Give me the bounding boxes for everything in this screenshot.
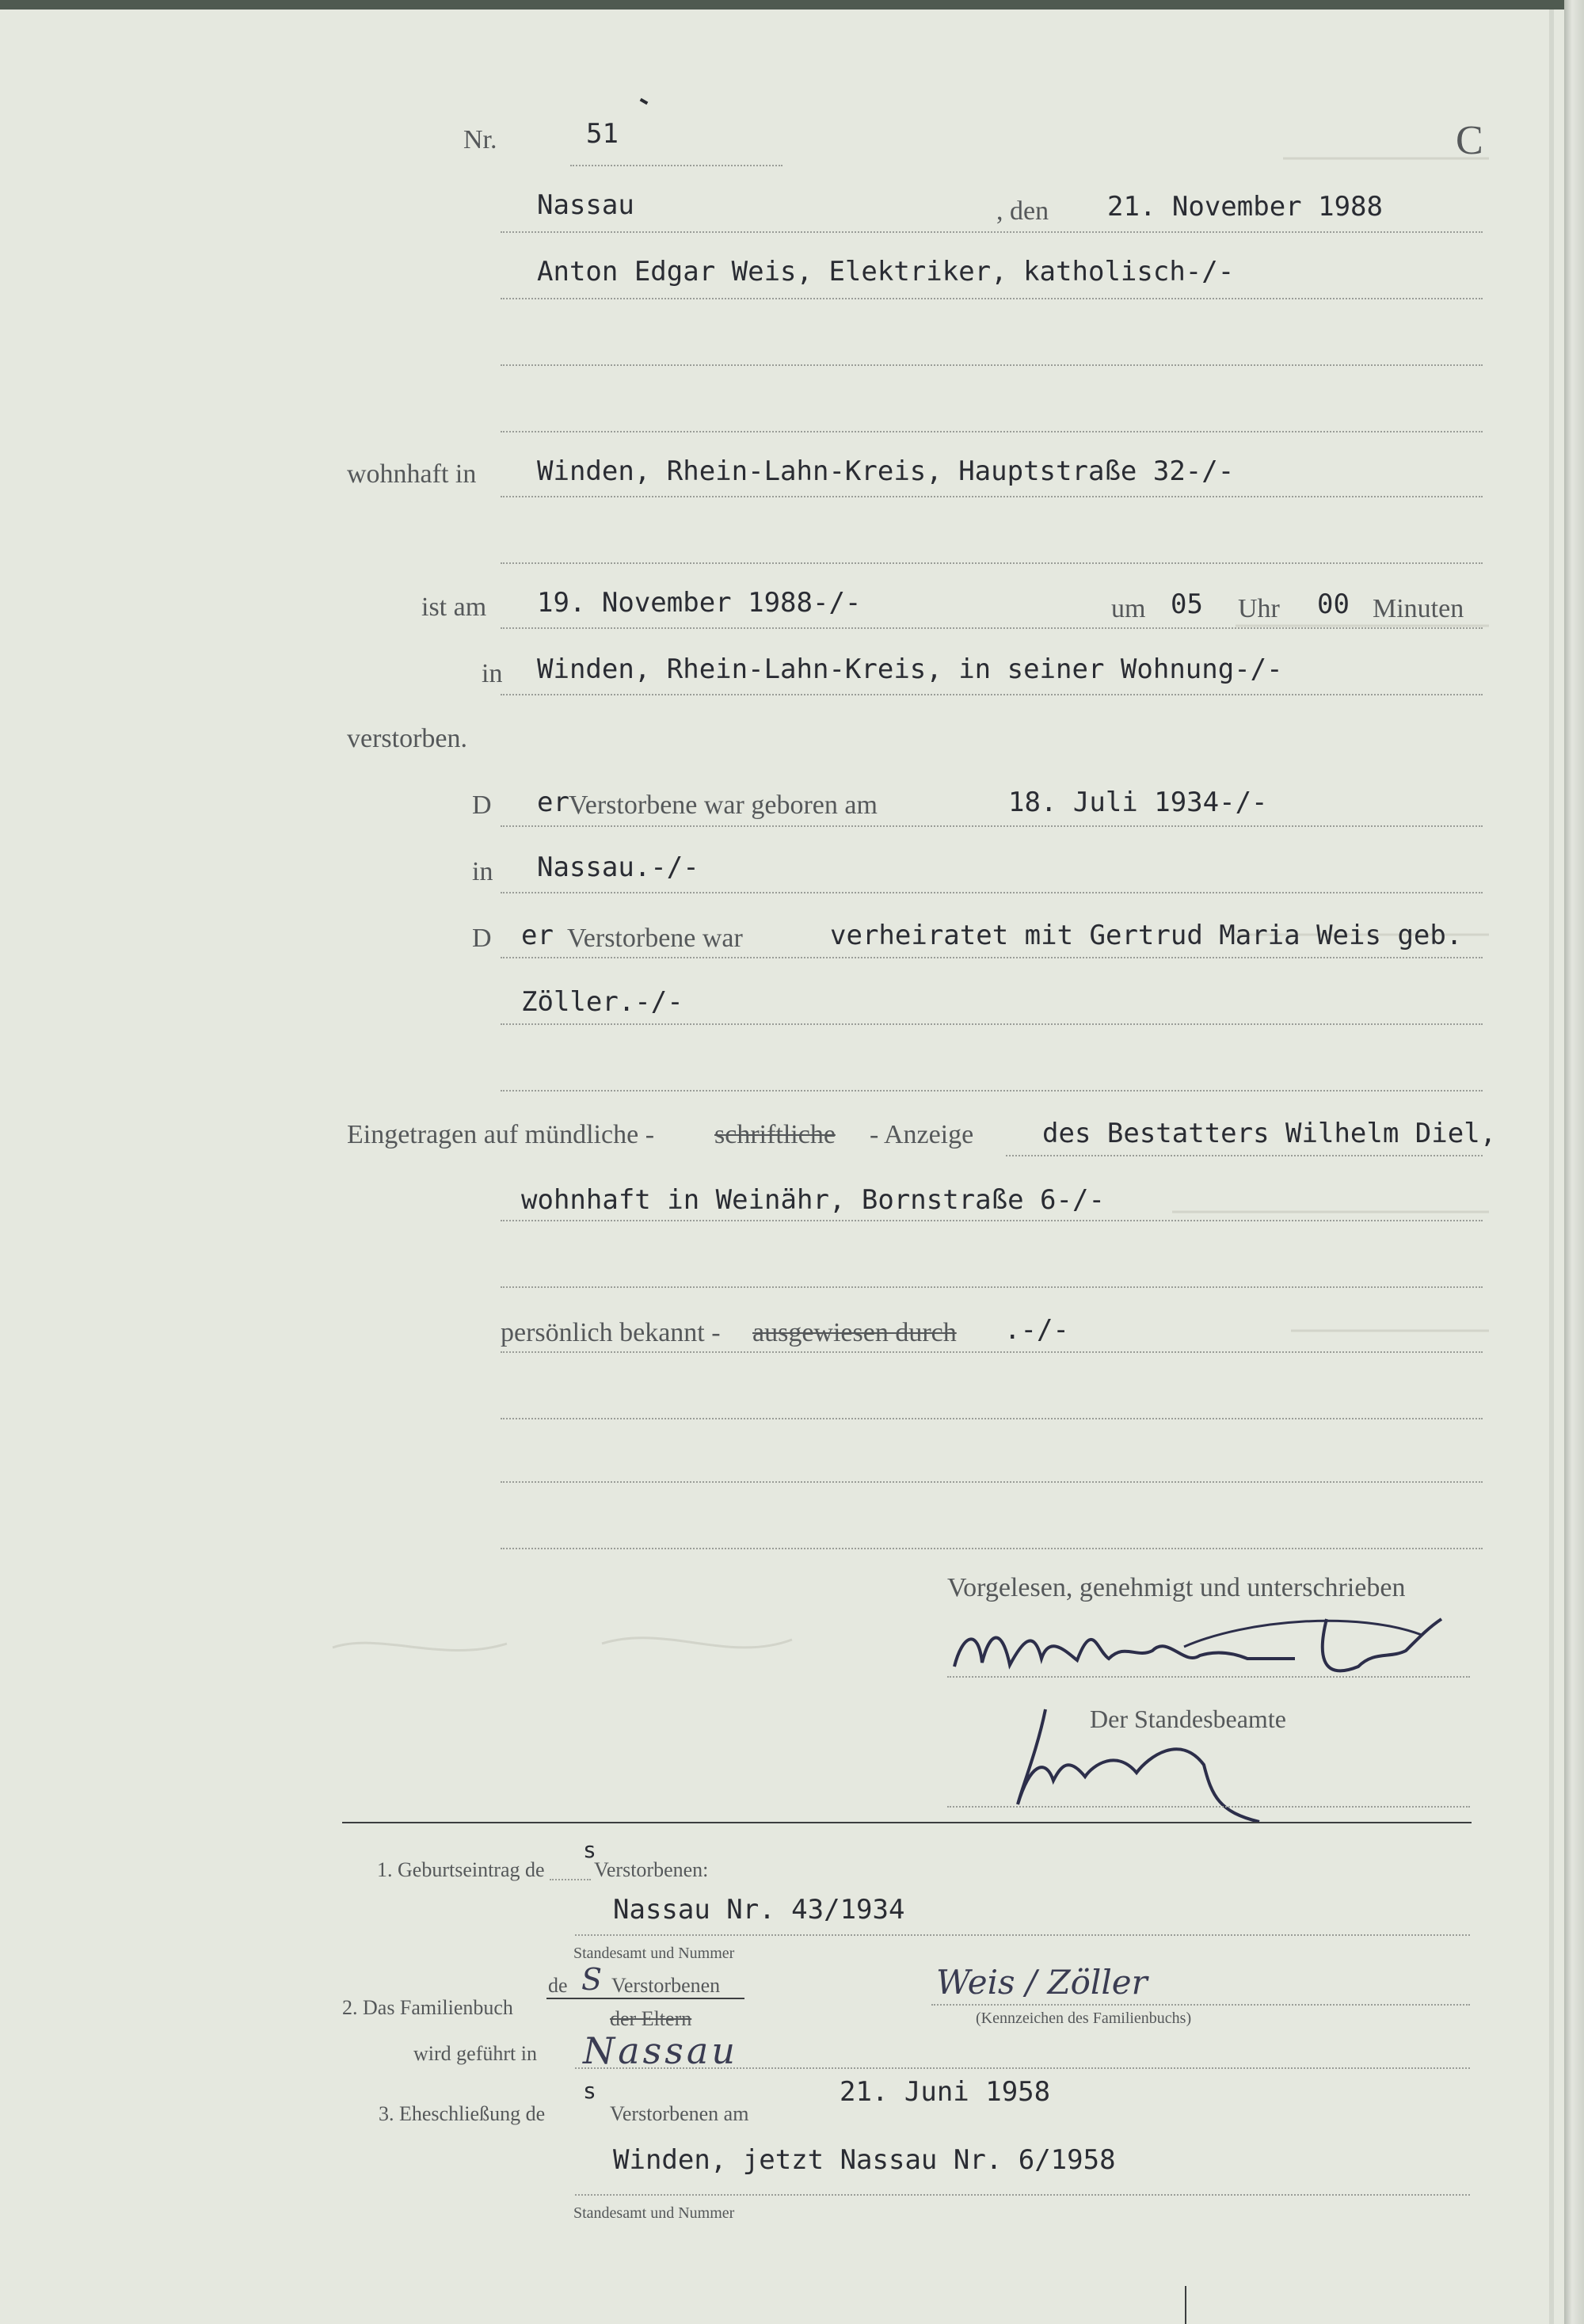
register-page <box>0 10 1564 2324</box>
nr-label: Nr. <box>463 125 497 154</box>
identity-typed: .-/- <box>1004 1314 1069 1346</box>
f2-kennzeichen-line <box>931 2004 1470 2006</box>
identity-line-2 <box>501 1418 1483 1419</box>
register-letter: C <box>1456 118 1483 163</box>
f2-kennzeichen-label: (Kennzeichen des Familienbuchs) <box>976 2010 1192 2027</box>
f3-date: 21. Juni 1958 <box>840 2076 1051 2108</box>
identity-line-1 <box>501 1351 1483 1353</box>
read-approved-label: Vorgelesen, genehmigt und unterschrieben <box>947 1573 1406 1602</box>
f3-standesamt-label: Standesamt und Nummer <box>573 2204 735 2222</box>
um-label: um <box>1111 594 1146 623</box>
binding-mark <box>1185 2286 1186 2324</box>
marital-line-1 <box>501 957 1483 958</box>
nr-value: 51 <box>586 118 619 150</box>
f2-gefuehrt-line <box>575 2067 1470 2069</box>
marital-line-2 <box>501 1023 1483 1025</box>
f2-eltern-struck: der Eltern <box>610 2007 692 2030</box>
report-line-2 <box>501 1220 1483 1221</box>
identity-text: persönlich bekannt - <box>501 1318 721 1347</box>
residence-value: Winden, Rhein-Lahn-Kreis, Hauptstraße 32-/- <box>537 455 1235 487</box>
document-date: 21. November 1988 <box>1107 191 1383 223</box>
death-place: Winden, Rhein-Lahn-Kreis, in seiner Wohnung-/- <box>537 653 1283 685</box>
marital-value-1: verheiratet mit Gertrud Maria Weis geb. <box>830 920 1463 951</box>
f3-place: Winden, jetzt Nassau Nr. 6/1958 <box>613 2144 1116 2176</box>
declarant-line-2 <box>501 364 1483 366</box>
signature-line-2 <box>947 1806 1470 1808</box>
death-hour: 05 <box>1171 589 1203 620</box>
declarant-line-1 <box>501 298 1483 299</box>
birth-date: 18. Juli 1934-/- <box>1008 787 1268 818</box>
marital-line-3 <box>501 1090 1483 1092</box>
birth-d-label: D <box>472 791 492 820</box>
f1-s: s <box>583 1837 596 1863</box>
place: Nassau <box>537 189 634 221</box>
f2-gefuehrt-label: wird geführt in <box>413 2042 537 2065</box>
page-fold <box>1549 10 1554 2324</box>
signature-wilhelm-diel <box>946 1603 1453 1698</box>
f1-standesamt-label: Standesamt und Nummer <box>573 1945 735 1962</box>
uhr-label: Uhr <box>1238 594 1280 623</box>
footnote-divider <box>342 1822 1472 1823</box>
signature-line-1 <box>947 1676 1470 1678</box>
official-label: Der Standesbeamte <box>1090 1705 1286 1733</box>
death-place-line <box>501 694 1483 695</box>
f3-label: 3. Eheschließung de <box>379 2102 546 2125</box>
marital-text: Verstorbene war <box>567 924 743 953</box>
marital-value-2: Zöller.-/- <box>521 986 683 1018</box>
declarant-text: Anton Edgar Weis, Elektriker, katholisch-/- <box>537 256 1235 288</box>
death-minute: 00 <box>1317 589 1350 620</box>
f1-label: 1. Geburtseintrag de <box>377 1858 545 1881</box>
report-line-3 <box>501 1286 1483 1288</box>
birth-place-line <box>501 892 1483 893</box>
place-line <box>501 231 1483 233</box>
residence-line-2 <box>501 562 1483 564</box>
ist-am-label: ist am <box>421 592 487 622</box>
identity-struck: ausgewiesen durch <box>752 1318 957 1347</box>
page-edge <box>1564 0 1584 2324</box>
birth-place: Nassau.-/- <box>537 851 699 883</box>
marital-er: er <box>521 920 554 951</box>
report-label-start: Eingetragen auf mündliche - <box>347 1120 655 1149</box>
f3-tail: Verstorbenen am <box>610 2102 749 2125</box>
identity-line-4 <box>501 1548 1483 1549</box>
identity-line-3 <box>501 1481 1483 1483</box>
report-value-1: des Bestatters Wilhelm Diel, <box>1042 1118 1497 1149</box>
residence-label: wohnhaft in <box>347 459 477 489</box>
report-label-end: - Anzeige <box>870 1120 974 1149</box>
f1-s-line <box>550 1879 591 1880</box>
minuten-label: Minuten <box>1373 594 1464 623</box>
report-line-1 <box>1006 1155 1483 1156</box>
f2-label: 2. Das Familienbuch <box>342 1996 513 2019</box>
report-label-struck: schriftliche <box>714 1120 836 1149</box>
f2-gefuehrt-hand: Nassau <box>583 2029 738 2072</box>
nr-line <box>570 165 782 166</box>
f3-line <box>575 2194 1470 2196</box>
birth-in-label: in <box>472 857 493 886</box>
den-label: , den <box>996 196 1049 226</box>
marital-d-label: D <box>472 924 492 953</box>
f1-tail: Verstorbenen: <box>594 1858 709 1881</box>
birth-er: er <box>537 787 569 818</box>
f2-de: de <box>548 1974 568 1997</box>
birth-text: Verstorbene war geboren am <box>569 791 878 820</box>
birth-date-line <box>501 825 1483 827</box>
f2-s-hand: S <box>581 1962 603 1997</box>
f3-s: s <box>583 2078 596 2104</box>
f2-hand-kennzeichen: Weis / Zöller <box>936 1963 1148 2002</box>
f1-value: Nassau Nr. 43/1934 <box>613 1894 905 1926</box>
death-date: 19. November 1988-/- <box>537 587 862 619</box>
f1-line <box>575 1934 1470 1936</box>
residence-line-1 <box>501 496 1483 497</box>
death-in-label: in <box>482 659 503 688</box>
verstorben-label: verstorben. <box>347 724 468 753</box>
f2-verstorbenen: Verstorbenen <box>611 1974 721 1997</box>
death-date-line <box>501 627 1483 629</box>
f2-fraction-line <box>546 1998 744 1999</box>
report-value-2: wohnhaft in Weinähr, Bornstraße 6-/- <box>521 1184 1105 1216</box>
declarant-line-3 <box>501 431 1483 432</box>
